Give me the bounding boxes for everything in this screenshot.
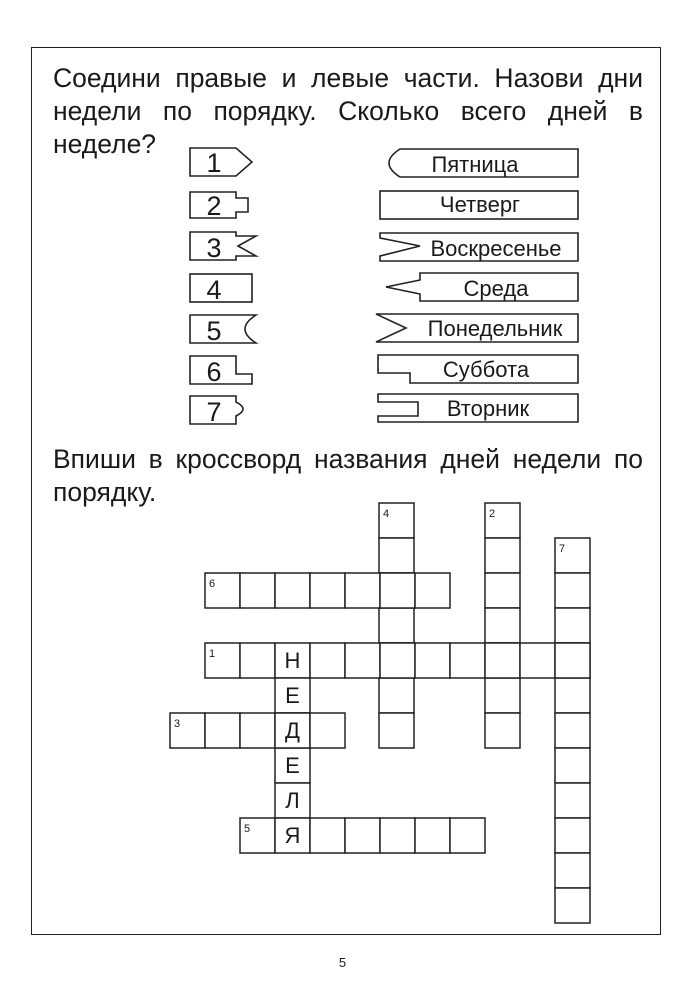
task1-instruction: Соедини правые и левые части. Назови дни недели по порядку. Сколько всего дней в неделе?: [53, 63, 643, 159]
crossword-word-3[interactable]: [170, 713, 345, 748]
left-label-5: 5: [206, 316, 222, 346]
key-letter-4: Е: [285, 753, 300, 778]
key-letter-3: Д: [285, 718, 300, 743]
right-label-6: Суббота: [442, 357, 530, 382]
right-label-7: Вторник: [446, 396, 530, 421]
left-label-4: 4: [206, 275, 222, 305]
crossword-word-5[interactable]: [240, 818, 485, 853]
key-letter-6: Я: [284, 823, 301, 848]
left-label-7: 7: [206, 397, 222, 427]
crossword-word-7[interactable]: [555, 538, 590, 923]
key-letter-1: Н: [284, 648, 301, 673]
clue-number-4: 4: [383, 508, 390, 520]
crossword-word-4[interactable]: [379, 503, 414, 748]
right-label-2: Четверг: [439, 192, 521, 217]
clue-number-5: 5: [244, 823, 251, 835]
clue-number-1: 1: [209, 648, 216, 660]
left-label-3: 3: [206, 233, 222, 263]
right-label-5: Понедельник: [427, 316, 563, 341]
key-letter-2: Е: [285, 683, 300, 708]
clue-number-6: 6: [209, 578, 216, 590]
crossword-word-6[interactable]: [205, 573, 450, 608]
crossword-word-1[interactable]: [205, 643, 590, 678]
right-label-4: Среда: [463, 276, 529, 301]
clue-number-2: 2: [489, 508, 496, 520]
right-label-1: Пятница: [431, 152, 519, 177]
key-letter-5: Л: [285, 788, 300, 813]
clue-number-3: 3: [174, 718, 181, 730]
left-label-6: 6: [206, 357, 222, 387]
left-label-2: 2: [206, 191, 222, 221]
left-label-1: 1: [206, 148, 222, 178]
page-number: 5: [338, 955, 347, 970]
crossword-word-2[interactable]: [485, 503, 520, 748]
right-label-3: Воскресенье: [430, 236, 562, 261]
clue-number-7: 7: [559, 543, 566, 555]
task2-instruction: Впиши в кроссворд названия дней недели по порядку.: [53, 444, 643, 507]
